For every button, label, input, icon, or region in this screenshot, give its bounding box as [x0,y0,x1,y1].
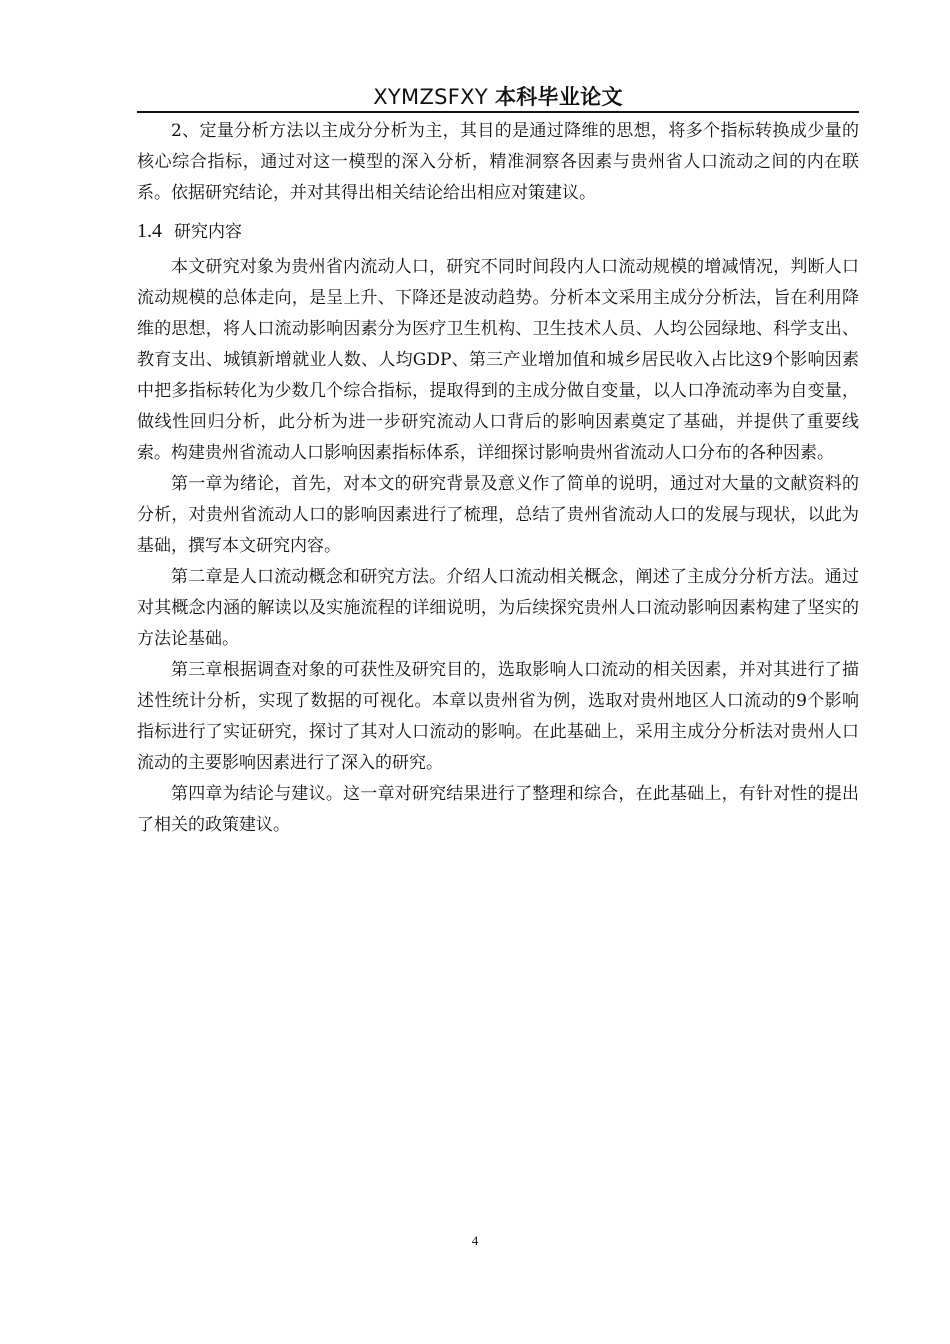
body-paragraph: 第一章为绪论，首先，对本文的研究背景及意义作了简单的说明，通过对大量的文献资料的分析，对贵州省流动人口的影响因素进行了梳理，总结了贵州省流动人口的发展与现状，以此为基础，撰写本文研究内容。 [137,474,859,556]
header-rule [137,111,859,113]
header-title: 本科毕业论文 [494,85,623,109]
page-header [137,82,859,112]
section-title: 研究内容 [174,222,242,242]
section-number: 1.4 [137,220,162,242]
header-code: XYMZSFXY [373,85,488,109]
body-paragraph: 第四章为结论与建议。这一章对研究结果进行了整理和综合，在此基础上，有针对性的提出了相关的政策建议。 [137,784,859,835]
page-content [137,116,859,841]
body-paragraph: 第三章根据调查对象的可获性及研究目的，选取影响人口流动的相关因素，并对其进行了描述性统计分析，实现了数据的可视化。本章以贵州省为例，选取对贵州地区人口流动的9个影响指标进行了实证研究，探讨了其对人口流动的影响。在此基础上，采用主成分分析法对贵州人口流动的主要影响因素进行了深入的研究。 [137,660,859,773]
intro-paragraph: 2、定量分析方法以主成分分析为主，其目的是通过降维的思想，将多个指标转换成少量的核心综合指标，通过对这一模型的深入分析，精准洞察各因素与贵州省人口流动之间的内在联系。依据研究结论，并对其得出相关结论给出相应对策建议。 [137,121,859,203]
body-paragraph: 本文研究对象为贵州省内流动人口，研究不同时间段内人口流动规模的增减情况，判断人口流动规模的总体走向，是呈上升、下降还是波动趋势。分析本文采用主成分分析法，旨在利用降维的思想，将人口流动影响因素分为医疗卫生机构、卫生技术人员、人均公园绿地、科学支出、教育支出、城镇新增就业人数、人均GDP、第三产业增加值和城乡居民收入占比这9个影响因素中把多指标转化为少数几个综合指标，提取得到的主成分做自变量，以人口净流动率为自变量，做线性回归分析，此分析为进一步研究流动人口背后的影响因素奠定了基础，并提供了重要线索。构建贵州省流动人口影响因素指标体系，详细探讨影响贵州省流动人口分布的各种因素。 [137,257,859,463]
page-number: 4 [471,1233,479,1248]
section-heading [137,216,859,247]
body-paragraph: 第二章是人口流动概念和研究方法。介绍人口流动相关概念，阐述了主成分分析方法。通过对其概念内涵的解读以及实施流程的详细说明，为后续探究贵州人口流动影响因素构建了坚实的方法论基础。 [137,567,859,649]
